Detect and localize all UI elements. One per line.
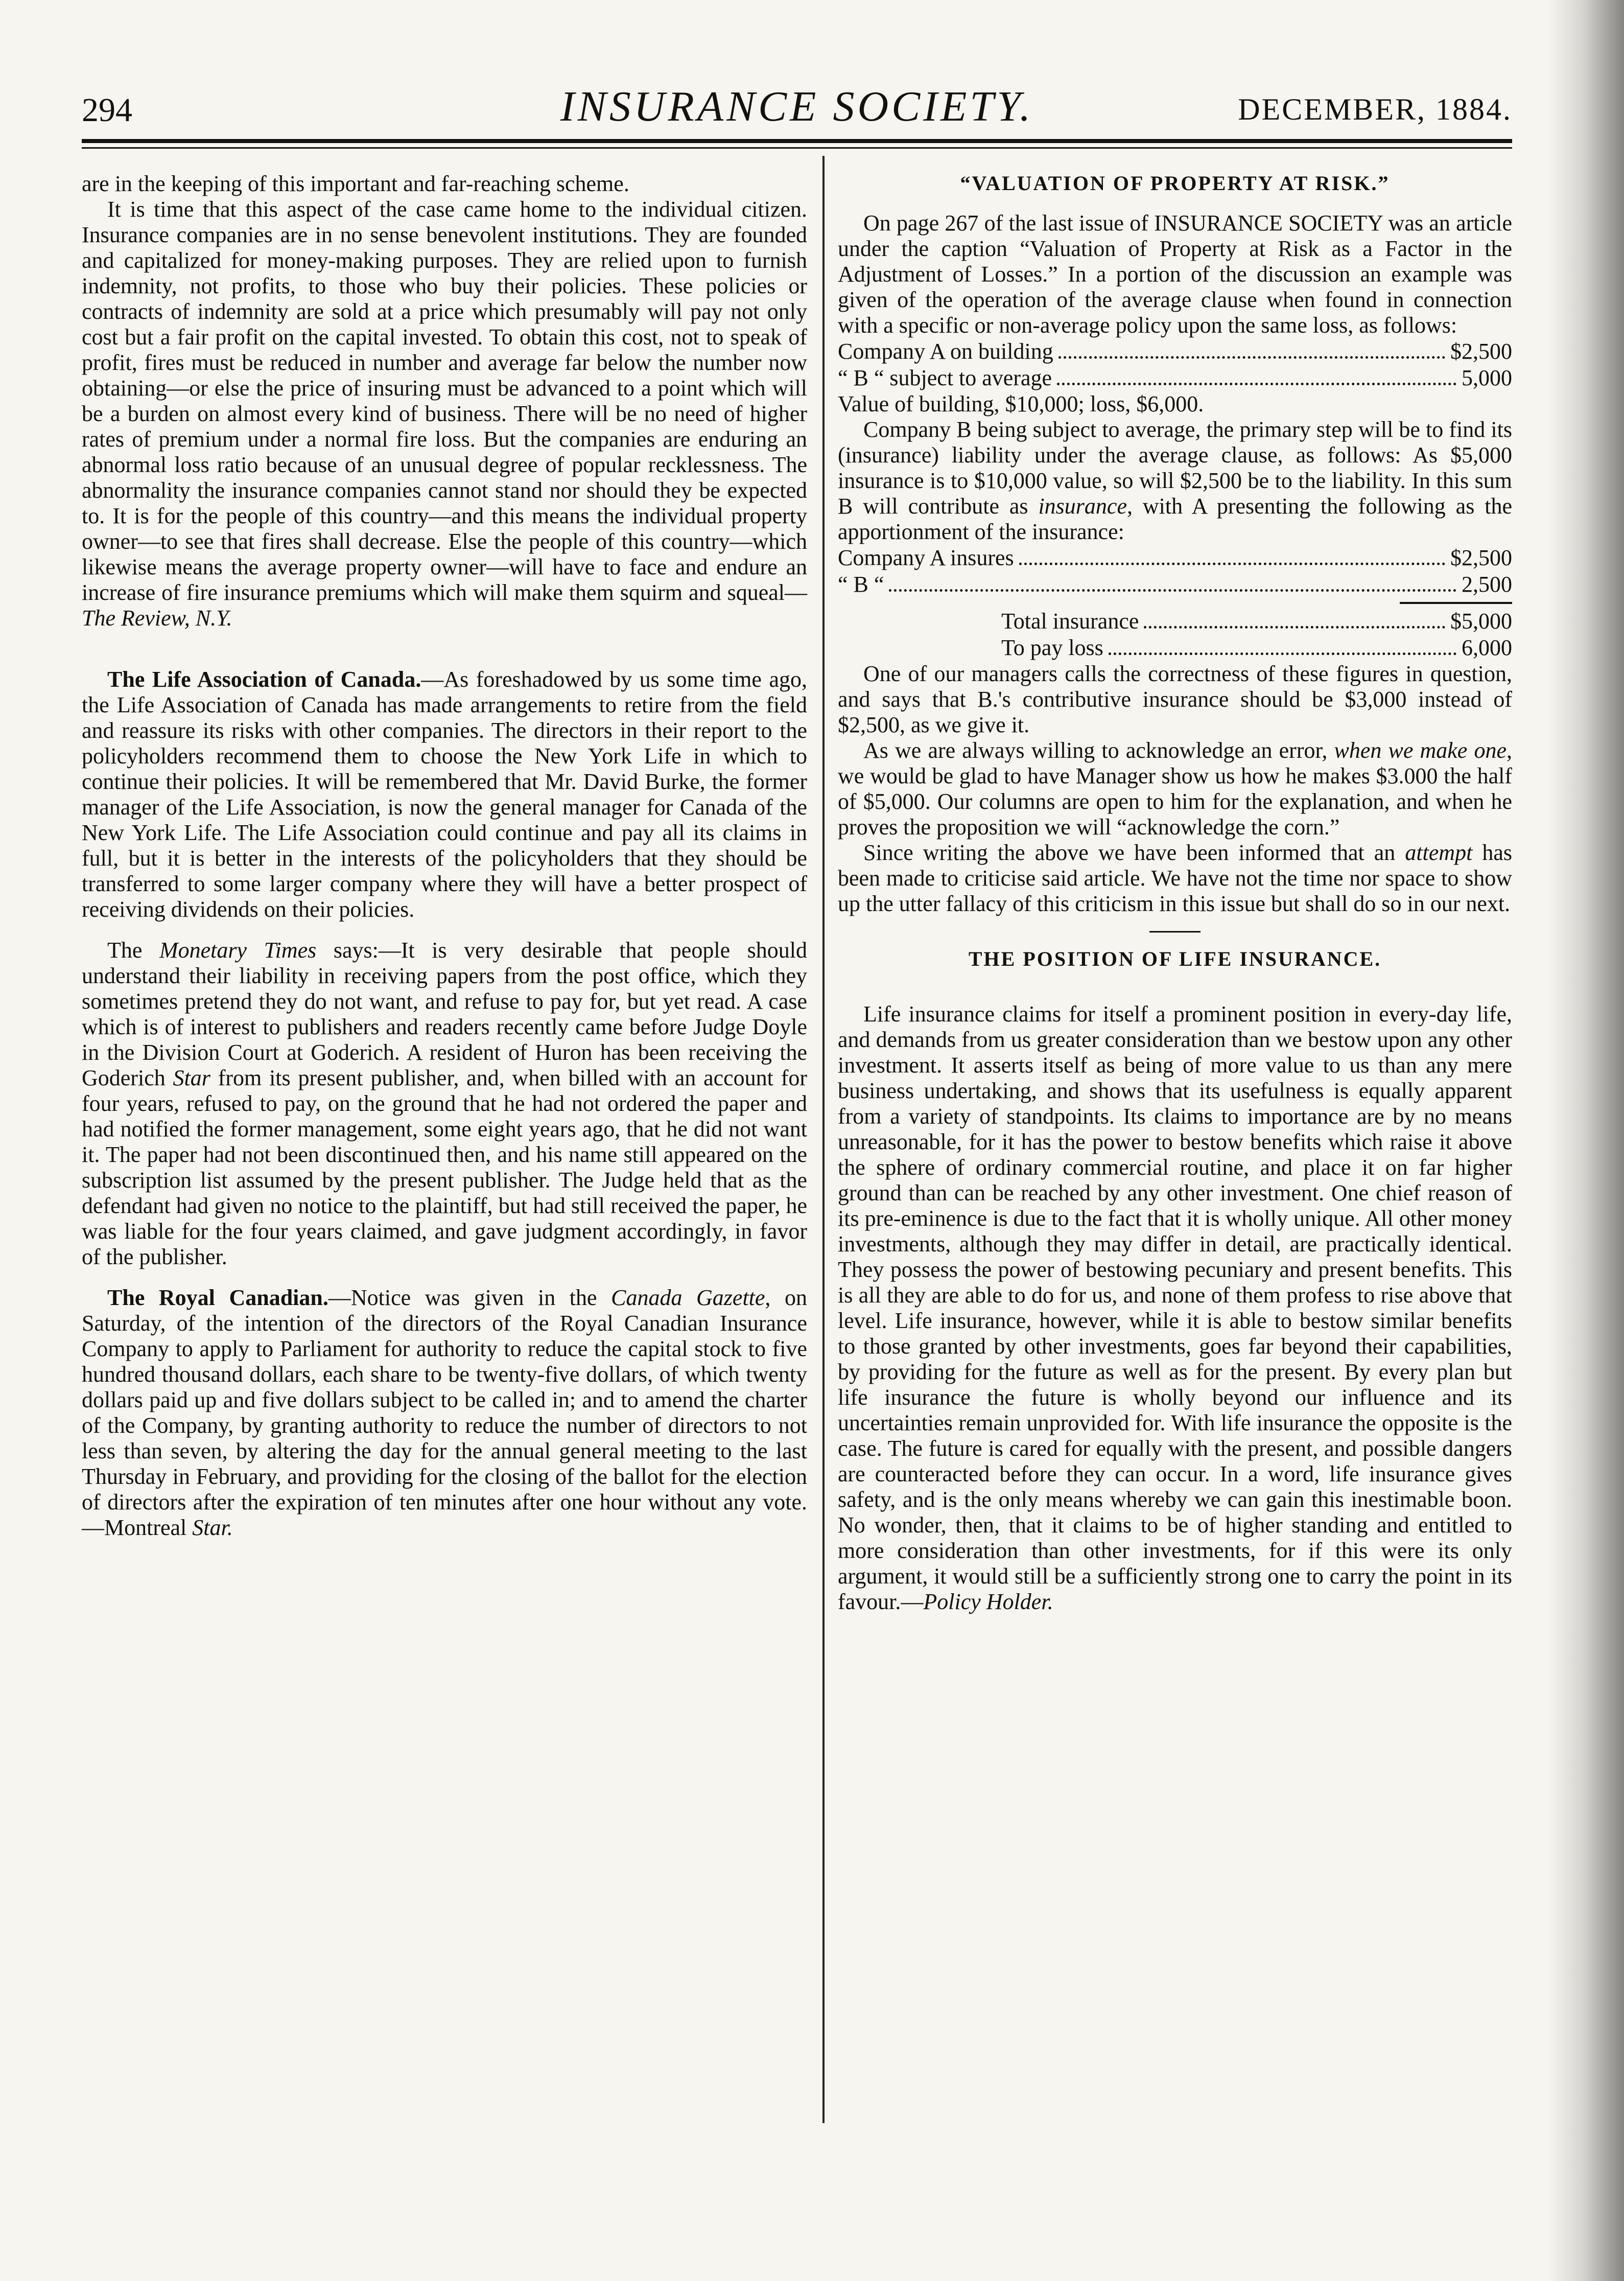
- column-divider: [822, 156, 825, 2123]
- table1-row-a: [838, 338, 1512, 365]
- page-header: [82, 77, 1512, 138]
- monetary-pre: The: [107, 938, 159, 963]
- royal-canadian-lead: The Royal Canadian.: [107, 1285, 328, 1310]
- monetary-times-paragraph: [82, 938, 807, 1270]
- table2-row-a: [838, 545, 1512, 571]
- canada-gazette-title: Canada Gazette: [611, 1285, 765, 1310]
- sum-rule: [1400, 602, 1512, 604]
- header-rule-thick: [82, 139, 1512, 143]
- royal-canadian-paragraph: [82, 1285, 807, 1541]
- table1-row-b: [838, 365, 1512, 391]
- royal-body-b: , on Saturday, of the intention of the directors of the Royal Canadian Insurance Company to apply to Parliament for authority to reduce the capital stock to five hundred thousand dollars, each share to be twenty-five dollars, of which twenty dollars paid up and five dollars subject to be called in; and to amend the charter of the Company, by granting authority to reduce the number of directors to not less than seven, by altering the day for the annual general meeting to the last Thursday in February, and providing for the closing of the ballot for the election of directors after the expiration of ten minutes after one hour without any vote.—Montreal: [82, 1285, 807, 1540]
- life-association-lead: The Life Association of Canada.: [107, 667, 421, 692]
- row-amount: 2,500: [1462, 572, 1512, 597]
- right-column: [838, 171, 1512, 1615]
- life-association-paragraph: [82, 667, 807, 922]
- header-rule-thin: [82, 147, 1512, 149]
- monetary-times-title: Monetary Times: [159, 938, 317, 963]
- value-of-building-line: Value of building, $10,000; loss, $6,000.: [838, 391, 1204, 416]
- fire-loss-text: It is time that this aspect of the case came home to the individual citizen. Insurance companies are in no sense benevolent institutions. They are founded and capitalized for money-making purposes. They are relied upon to furnish indemnity, not profits, to those who buy their policies. These policies or contracts of indemnity are sold at a price which presumably will pay not only cost but a fair profit on the capital invested. To obtain this cost, not to speak of profit, fires must be reduced in number and average far below the number now obtaining—or else the price of insuring must be advanced to a point which will be a burden on almost every kind of business. There will be no need of higher rates of premium under a normal fire loss. But the companies are enduring an abnormal loss ratio because of an unusual degree of popular recklessness. The abnormality the insurance companies cannot stand nor should they be expected to. It is for the people of this country—and this means the individual property owner—to see that fires shall decrease. Else the people of this country—which likewise means the average property owner—will have to face and endure an increase of fire insurance premiums which will make them squirm and squeal—: [82, 197, 807, 605]
- page-number: 294: [82, 91, 132, 129]
- fire-loss-paragraph: [82, 197, 807, 631]
- val-p4-italic: when we make one: [1334, 738, 1507, 763]
- val-p2-italic: insurance: [1038, 494, 1127, 519]
- journal-title: INSURANCE SOCIETY.: [560, 83, 1034, 130]
- row-label: “ B “: [838, 572, 884, 597]
- fire-loss-source: The Review, N.Y.: [82, 606, 232, 631]
- row-label: “ B “ subject to average: [838, 365, 1052, 390]
- val-p2-end: , with A presenting the following as the apportionment of the insurance:: [838, 494, 1512, 544]
- page-edge-shadow: [1547, 0, 1624, 2281]
- life-insurance-paragraph: [838, 1002, 1512, 1615]
- valuation-error-paragraph: [838, 738, 1512, 840]
- row-label: Total insurance: [1001, 609, 1139, 634]
- row-amount: 5,000: [1462, 365, 1512, 390]
- star-newspaper-name: Star: [173, 1065, 210, 1090]
- life-association-body: —As foreshadowed by us some time ago, the Life Association of Canada has made arrangements to retire from the field and reassure its risks with other companies. The directors in their report to the policyholders recommend them to choose the New York Life in which to continue their policies. It will be remembered that Mr. David Burke, the former manager of the Life Association, is now the general manager for Canada of the New York Life. The Life Association could continue and pay all its claims in full, but it is better in the interests of the policyholders that they should be transferred to some larger company where they will have a better prospect of receiving dividends on their policies.: [82, 667, 808, 922]
- row-amount: 6,000: [1462, 635, 1512, 660]
- monetary-body-a: says:—It is very desirable that people should understand their liability in receiving papers from the post office, which they sometimes pretend they do not want, and refuse to pay for, but yet read. A case which is of interest to publishers and readers recently came before Judge Doyle in the Division Court at Goderich. A resident of Huron has been receiving the Goderich: [82, 938, 807, 1090]
- val-p5-a: Since writing the above we have been informed that an: [863, 840, 1405, 865]
- life-insurance-headline: THE POSITION OF LIFE INSURANCE.: [968, 947, 1382, 970]
- life-insurance-source: Policy Holder.: [923, 1589, 1053, 1614]
- val-p4-b: , we would be glad to have Manager show us how he makes $3.000 the half of $5,000. Our columns are open to him for the explanation, and when he proves the proposition we will “acknowledge the corn.”: [838, 738, 1512, 840]
- row-label: Company A insures: [838, 545, 1014, 570]
- monetary-body-b: from its present publisher, and, when billed with an account for four years, refused to pay, on the ground that he had not ordered the paper and had notified the former management, some eight years ago, that he did not want it. The paper had not been discontinued then, and his name still appeared on the subscription list assumed by the present publisher. The Judge held that as the defendant had given no notice to the plaintiff, but had still received the paper, he was liable for the four years claimed, and gave judgment accordingly, in favor of the publisher.: [82, 1065, 808, 1269]
- valuation-since-paragraph: [838, 840, 1512, 917]
- valuation-average-paragraph: [838, 417, 1512, 545]
- row-label: Company A on building: [838, 339, 1053, 364]
- val-p5-b: has been made to criticise said article. We have not the time nor space to show up the utter fallacy of this criticism in this issue but shall do so in our next.: [838, 840, 1512, 916]
- royal-body-a: —Notice was given in the: [328, 1285, 611, 1310]
- row-amount: $2,500: [1450, 339, 1512, 364]
- life-insurance-body: Life insurance claims for itself a prominent position in every-day life, and demands from us greater consideration than we bestow upon any other investment. It asserts itself as being of more value to us than any mere business undertaking, and shows that its usefulness is equally apparent from a variety of standpoints. Its claims to importance are by no means unreasonable, for it has the power to bestow benefits which raise it above the sphere of ordinary commercial routine, and place it on far higher ground than can be reached by any other investment. One chief reason of its pre-eminence is due to the fact that it is wholly unique. All other money investments, although they may differ in detail, are practically identical. They possess the power of bestowing pecuniary and present benefits. This is all they are able to do for us, and none of them profess to rise above that level. Life insurance, however, while it is able to bestow similar benefits to those granted by other investments, goes far beyond their capabilities, by providing for the future as well as for the present. By every plan but life insurance the future is wholly beyond our influence and its uncertainties remain unprovided for. With life insurance the opposite is the case. The future is cared for equally with the present, and possible dangers are counteracted before they can occur. In a word, life insurance gives safety, and is the only means whereby we can gain this inestimable boon. No wonder, then, that it claims to be of higher standing and entitled to more consideration than other investments, for if this were its only argument, it would still be a sufficiently strong one to carry the point in its favour.—: [838, 1002, 1512, 1614]
- continued-paragraph: are in the keeping of this important and far-reaching scheme.: [82, 171, 629, 196]
- left-column: [82, 171, 807, 1541]
- section-separator-rule: [1149, 931, 1201, 933]
- val-p2-text: Company B being subject to average, the primary step will be to find its (insurance) liability under the average clause, as follows: As $5,000 insurance is to $10,000 value, so will $2,500 be to the liability. In this sum B will contribute as: [838, 417, 1512, 519]
- valuation-headline: “VALUATION OF PROPERTY AT RISK.”: [960, 172, 1390, 195]
- valuation-intro: On page 267 of the last issue of INSURANCE SOCIETY was an article under the caption “Valuation of Property at Risk as a Factor in the Adjustment of Losses.” In a portion of the discussion an example was given of the operation of the average clause when found in connection with a specific or non-average policy upon the same loss, as follows:: [838, 211, 1512, 338]
- total-insurance-row: [838, 608, 1512, 635]
- val-p4-a: As we are always willing to acknowledge an error,: [863, 738, 1334, 763]
- row-amount: $5,000: [1450, 609, 1512, 634]
- row-amount: $2,500: [1450, 545, 1512, 570]
- issue-date: DECEMBER, 1884.: [1238, 92, 1512, 126]
- royal-source: Star.: [192, 1515, 233, 1540]
- table2-row-b: [838, 571, 1512, 598]
- valuation-managers-paragraph: One of our managers calls the correctness of these figures in question, and says that B.'s contributive insurance should be $3,000 instead of $2,500, as we give it.: [838, 661, 1512, 737]
- val-p5-italic: attempt: [1405, 840, 1473, 865]
- to-pay-loss-row: [838, 635, 1512, 661]
- row-label: To pay loss: [1001, 635, 1103, 660]
